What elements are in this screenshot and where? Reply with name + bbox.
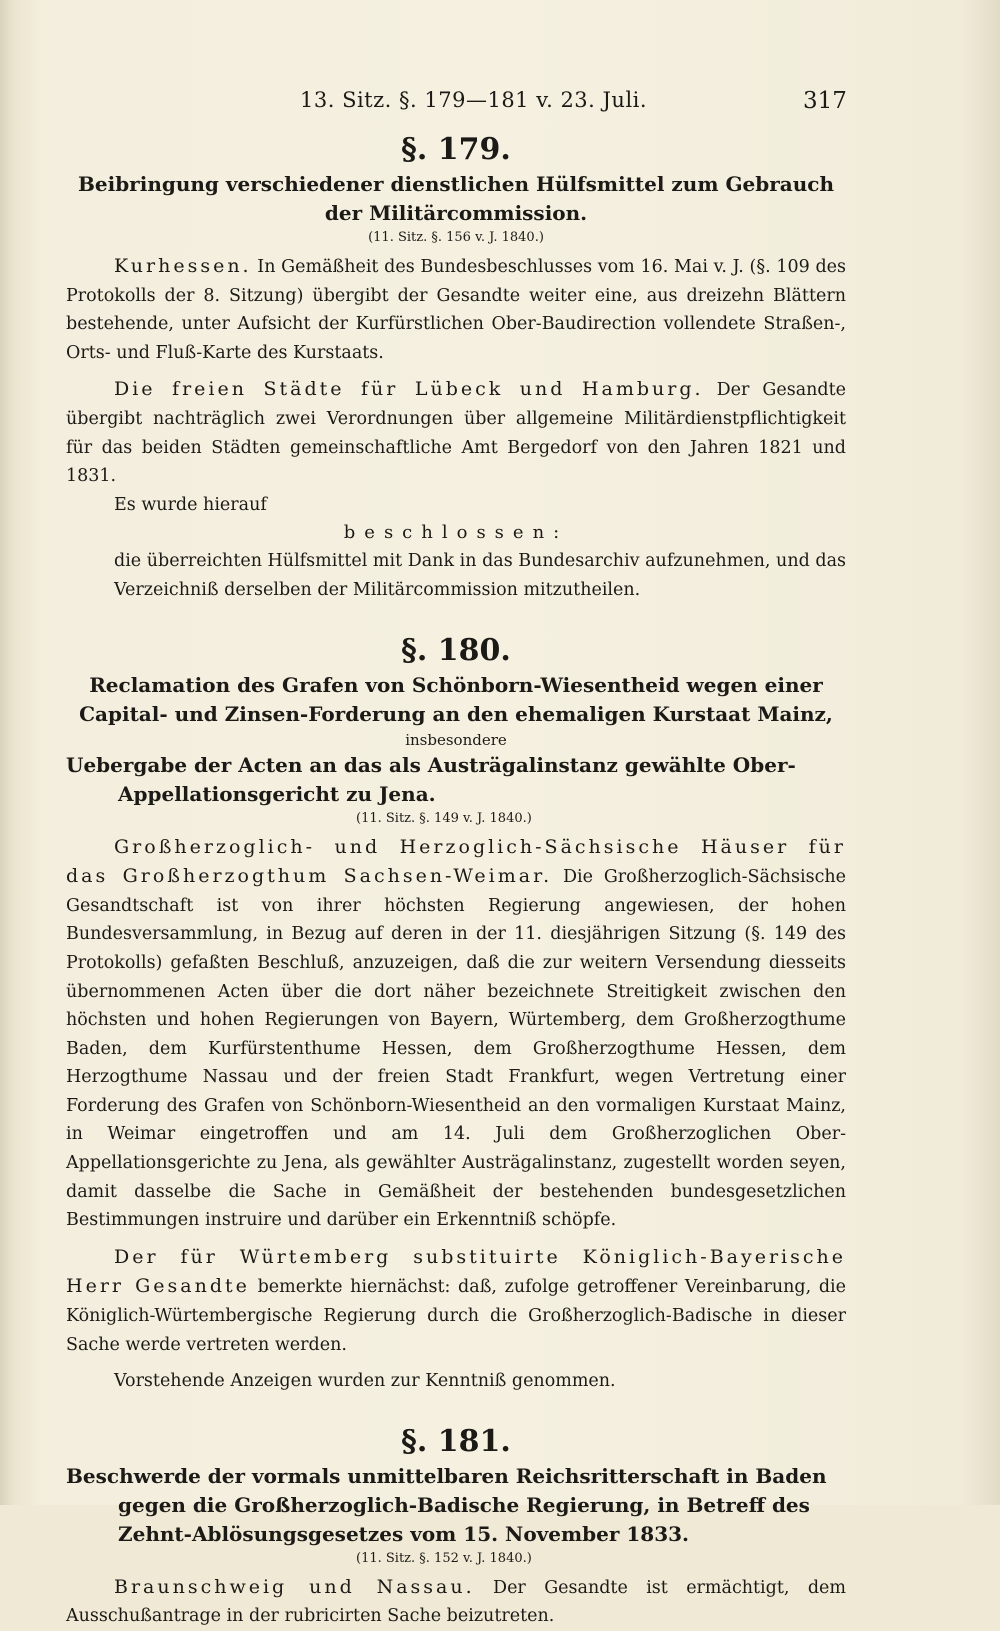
section-title: Beibringung verschiedener dienstlichen Hülfsmittel zum Gebrauch der Militärcommission. xyxy=(77,172,835,225)
resolution-heading: beschlossen: xyxy=(343,522,569,544)
paragraph-saxony xyxy=(66,833,846,1235)
section-181 xyxy=(66,1422,846,1631)
paragraph-text: bemerkte hiernächst: daß, zufolge getroffener Vereinbarung, die Königlich-Würtembergische Regierung durch die Großherzoglich-Badische in dieser Sache werde vertreten werden. xyxy=(66,1277,846,1355)
paragraph-text: Der Gesandte ist ermächtigt, dem Ausschußantrage in der rubricirten Sache beizutreten. xyxy=(66,1577,846,1627)
paragraph-kurhessen xyxy=(66,252,846,367)
paragraph-free-cities xyxy=(66,375,846,490)
paragraph-text: Die Großherzoglich-Sächsische Gesandtschaft ist von ihrer höchsten Regierung angewiesen, der hohen Bundesversammlung, in Bezug auf deren in der 11. diesjährigen Sitzung (§. 149 des Protokolls) gefaßten Beschluß, anzuzeigen, daß die zur weitern Versendung diesseits übernommenen Acten über die dort näher bezeichnete Streitigkeit zwischen den höchsten und hohen Regierungen von Bayern, Würtemberg, dem Großherzogthume Baden, dem Kurfürstenthume Hessen, dem Großherzogthume Hessen, dem Herzogthume Nassau und der freien Stadt Frankfurt, wegen Vertretung einer Forderung des Grafen von Schönborn-Wiesentheid an den vormaligen Kurstaat Mainz, in Weimar eingetroffen und am 14. Juli dem Großherzoglichen Ober-Appellationsgerichte zu Jena, als gewählter Austrägalinstanz, zugestellt worden seyen, damit dasselbe die Sache in Gemäßheit der bestehenden bundesgesetzlichen Bestimmungen instruire und darüber ein Erkenntniß schöpfe. xyxy=(66,867,847,1231)
delegation-name: Kurhessen. xyxy=(114,255,252,277)
paragraph-resolution-intro: Es wurde hierauf xyxy=(114,494,267,515)
section-subtitle-connector: insbesondere xyxy=(405,730,507,749)
paragraph-text: In Gemäßheit des Bundesbeschlusses vom 16. Mai v. J. (§. 109 des Protokolls der 8. Sitzung) übergibt der Gesandte weiter eine, aus dreizehn Blättern bestehende, unter Aufsicht der Kurfürstlichen Ober-Baudirection vollendete Straßen-, Orts- und Fluß-Karte des Kurstaats. xyxy=(66,257,846,363)
section-number: §. 180. xyxy=(401,632,511,668)
paragraph-text: Der Gesandte übergibt nachträglich zwei Verordnungen über allgemeine Militärdienstpflichtigkeit für das beiden Städten gemeinschaftliche Amt Bergedorf von den Jahren 1821 und 1831. xyxy=(66,380,846,487)
delegation-name: Braunschweig und Nassau. xyxy=(114,1575,475,1598)
page-content xyxy=(66,130,846,1631)
session-reference: (11. Sitz. §. 156 v. J. 1840.) xyxy=(368,230,544,245)
section-180 xyxy=(66,631,846,1396)
page-number: 317 xyxy=(803,88,847,114)
paragraph-acknowledgement: Vorstehende Anzeigen wurden zur Kenntniß genommen. xyxy=(114,1371,616,1392)
section-title-secondary: Uebergabe der Acten an das als Austrägalinstanz gewählte Ober-Appellationsgericht zu Jena. xyxy=(66,752,796,806)
paragraph-resolution: die überreichten Hülfsmittel mit Dank in das Bundesarchiv aufzunehmen, und das Verzeichniß derselben der Militärcommission mitzutheilen. xyxy=(114,551,846,600)
section-number: §. 181. xyxy=(401,1423,511,1459)
paragraph-bavaria xyxy=(66,1243,846,1359)
page-header xyxy=(0,88,1000,120)
paragraph-brunswick-nassau xyxy=(66,1573,846,1631)
section-number: §. 179. xyxy=(401,132,511,167)
session-reference: (11. Sitz. §. 152 v. J. 1840.) xyxy=(356,1550,532,1566)
delegation-name: Die freien Städte für Lübeck und Hamburg. xyxy=(114,378,704,401)
section-179 xyxy=(66,130,846,605)
delegation-name: Großherzoglich- und Herzoglich-Sächsische Häuser für das Großherzogthum Sachsen-Weimar. xyxy=(66,835,846,888)
session-reference: (11. Sitz. §. 149 v. J. 1840.) xyxy=(356,810,532,826)
section-title: Beschwerde der vormals unmittelbaren Reichsritterschaft in Baden gegen die Großherzoglich-Badische Regierung, in Betreff des Zehnt-Ablösungsgesetzes vom 15. November 1833. xyxy=(66,1463,827,1546)
running-head: 13. Sitz. §. 179—181 v. 23. Juli. xyxy=(300,88,648,112)
delegation-name: Der für Würtemberg substituirte Königlich-Bayerische Herr Gesandte xyxy=(66,1245,846,1298)
section-title: Reclamation des Grafen von Schönborn-Wiesentheid wegen einer Capital- und Zinsen-Forderung an den ehemaligen Kurstaat Mainz, xyxy=(79,672,833,726)
